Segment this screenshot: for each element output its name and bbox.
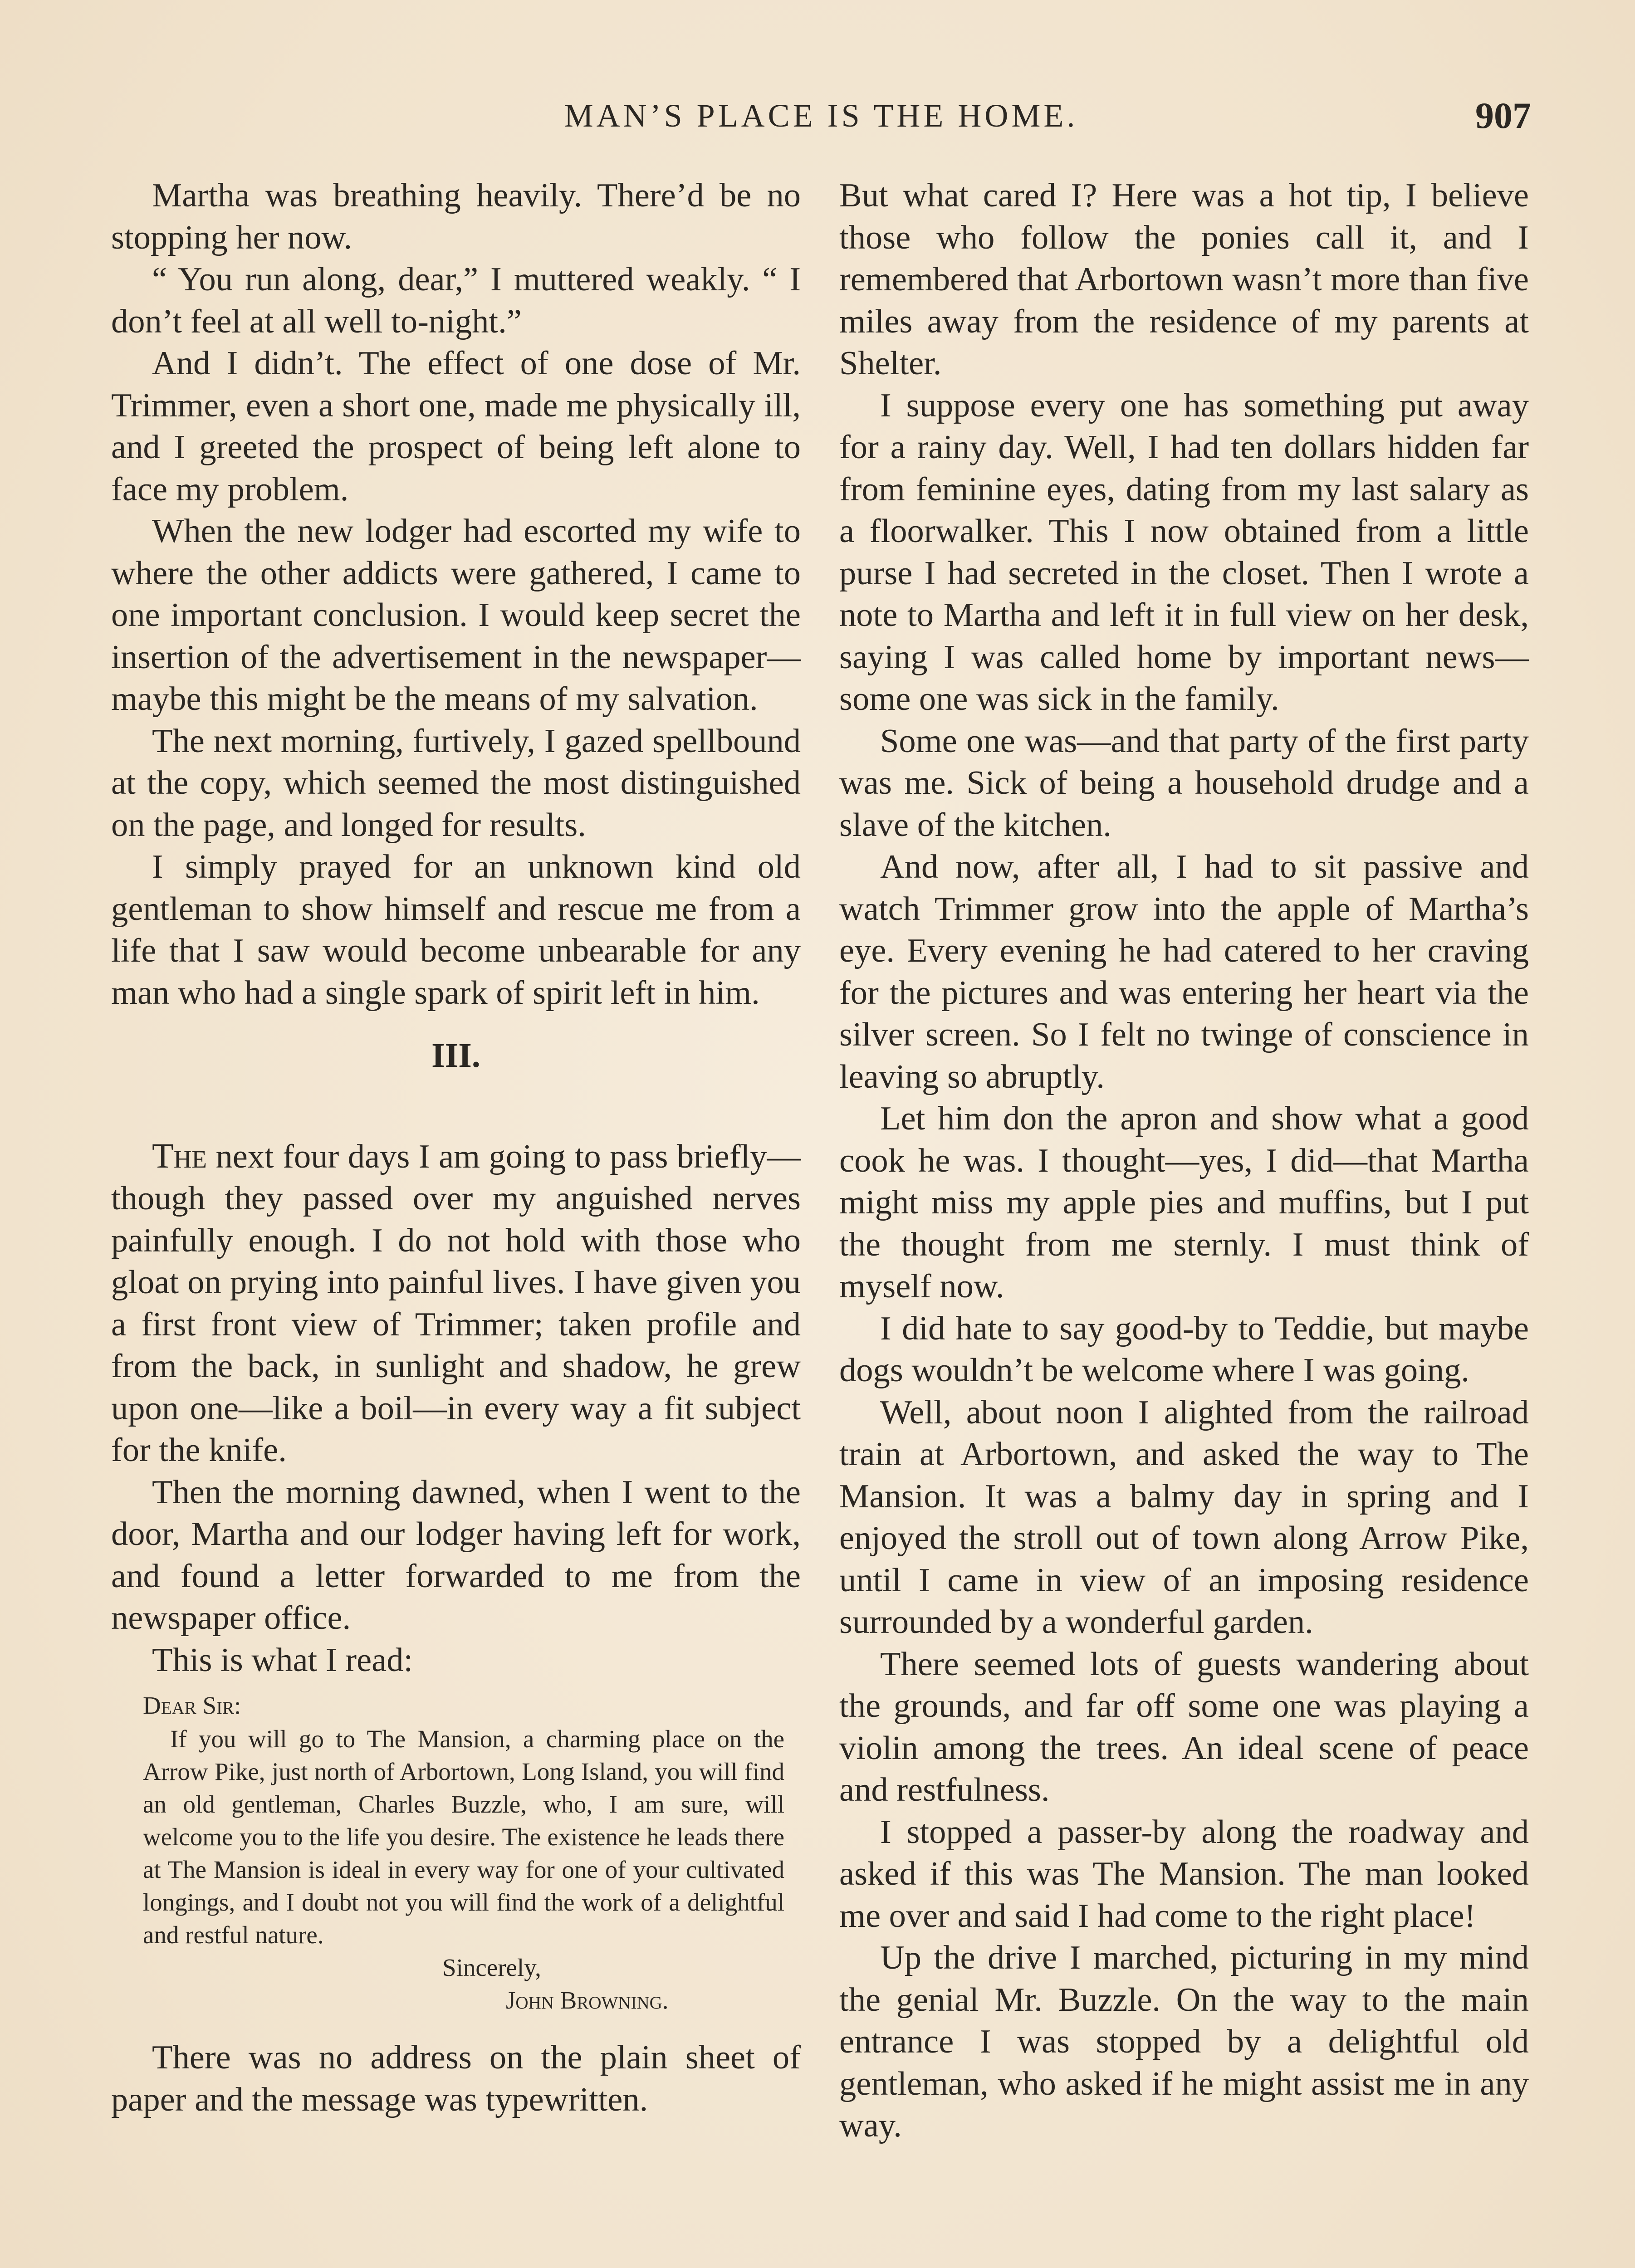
paragraph: This is what I read: <box>152 1641 413 1679</box>
running-title: MAN’S PLACE IS THE HOME. <box>564 98 1078 134</box>
page-header <box>111 91 1531 141</box>
paragraph: There seemed lots of guests wandering about the grounds, and far off some one was playing a violin among the trees. An ideal scene of peace and restfulness. <box>839 1645 1529 1809</box>
paragraph: Let him don the apron and show what a good cook he was. I thought—yes, I did—that Martha might miss my apple pies and muffins, but I put the thought from me sternly. I must think of myself now. <box>839 1100 1529 1305</box>
paragraph: And I didn’t. The effect of one dose of Mr. Trimmer, even a short one, made me physically ill, and I greeted the prospect of being left alone to face my problem. <box>111 345 801 508</box>
paragraph: Some one was—and that party of the first party was me. Sick of being a household drudge and a slave of the kitchen. <box>839 722 1529 844</box>
paragraph: “ You run along, dear,” I muttered weakly. “ I don’t feel at all well to-night.” <box>111 261 801 340</box>
lead-word: The <box>152 1135 207 1175</box>
paragraph: Up the drive I marched, picturing in my mind the genial Mr. Buzzle. On the way to the main entrance I was stopped by a delightful old gentleman, who asked if he might assist me in any way. <box>839 1939 1529 2144</box>
page-number: 907 <box>1475 95 1531 136</box>
paragraph: I suppose every one has something put away for a rainy day. Well, I had ten dollars hidden far from feminine eyes, dating from my last salary as a floorwalker. This I now obtained from a little purse I had secreted in the closet. Then I wrote a note to Martha and left it in full view on her desk, saying I was called home by important news—some one was sick in the family. <box>839 386 1529 718</box>
paragraph: Well, about noon I alighted from the railroad train at Arbortown, and asked the way to The Mansion. It was a balmy day in spring and I enjoyed the stroll out of town along Arrow Pike, until I came in view of an imposing residence surrounded by a wonderful garden. <box>839 1393 1529 1641</box>
letter-body: If you will go to The Mansion, a charming place on the Arrow Pike, just north of Arbortown, Long Island, you will find an old gentleman, Charles Buzzle, who, I am sure, will welcome you to the life you desire. The existence he leads there at The Mansion is ideal in every way for one of your cultivated longings, and I doubt not you will find the work of a delightful and restful nature. <box>143 1725 784 1949</box>
letter-signature: John Browning. <box>506 1986 669 2014</box>
paragraph: Then the morning dawned, when I went to the door, Martha and our lodger having left for work, and found a letter forwarded to me from the newspaper office. <box>111 1473 801 1637</box>
paragraph: There was no address on the plain sheet of paper and the message was typewritten. <box>111 2039 801 2118</box>
section-heading: III. <box>431 1036 480 1075</box>
paragraph: I simply prayed for an unknown kind old gentleman to show himself and rescue me from a life that I saw would become unbearable for any man who had a single spark of spirit left in him. <box>111 848 801 1012</box>
lead-paragraph-text: next four days I am going to pass briefly—though they passed over my anguished nerves painfully enough. I do not hold with those who gloat on prying into painful lives. I have given you a first front view of Trimmer; taken profile and from the back, in sunlight and shadow, he grew upon one—like a boil—in every way a fit subject for the knife. <box>111 1138 801 1469</box>
left-column <box>111 175 801 2121</box>
paragraph: I stopped a passer-by along the roadway and asked if this was The Mansion. The man looked me over and said I had come to the right place! <box>839 1813 1529 1935</box>
paragraph: I did hate to say good-by to Teddie, but maybe dogs wouldn’t be welcome where I was going. <box>839 1310 1529 1389</box>
letter-salutation: Dear Sir: <box>143 1691 241 1719</box>
continued-paragraph: But what cared I? Here was a hot tip, I believe those who follow the ponies call it, and I remembered that Arbortown wasn’t more than five miles away from the residence of my parents at Shelter. <box>839 177 1529 382</box>
paragraph: When the new lodger had escorted my wife to where the other addicts were gathered, I came to one important conclusion. I would keep secret the insertion of the advertisement in the newspaper—maybe this might be the means of my salvation. <box>111 513 801 718</box>
section-lead-paragraph <box>111 1135 801 1471</box>
paragraph: The next morning, furtively, I gazed spellbound at the copy, which seemed the most distinguished on the page, and longed for results. <box>111 722 801 844</box>
paragraph: And now, after all, I had to sit passive and watch Trimmer grow into the apple of Martha’s eye. Every evening he had catered to her craving for the pictures and was entering her heart via the silver screen. So I felt no twinge of conscience in leaving so abruptly. <box>839 848 1529 1095</box>
letter-closing: Sincerely, <box>442 1954 541 1981</box>
right-column <box>839 175 1529 2147</box>
quoted-letter <box>111 1689 801 2017</box>
paragraph: Martha was breathing heavily. There’d be no stopping her now. <box>111 177 801 256</box>
